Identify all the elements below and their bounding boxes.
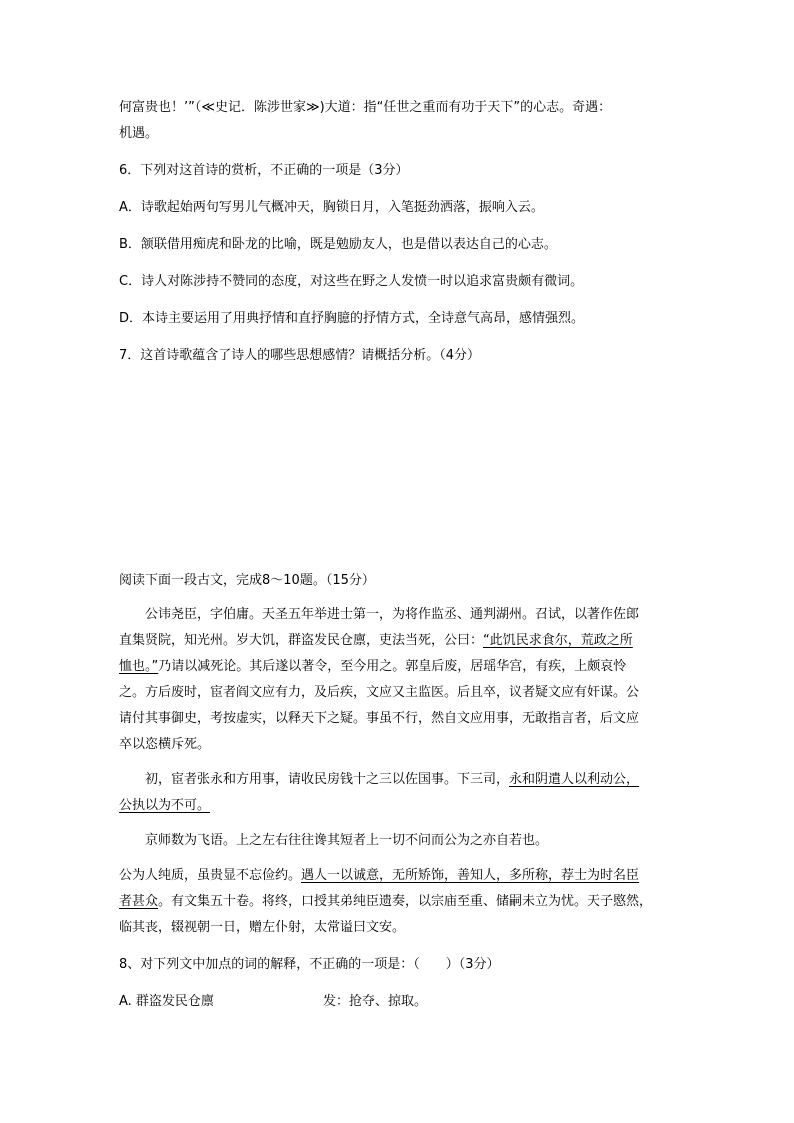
passage-p1-underlined-quote: “此饥民求食尔，荒政之所 bbox=[483, 633, 633, 648]
passage-p3-line-1: 京师数为飞语。上之左右往往谗其短者上一切不问而公为之亦自若也。 bbox=[119, 833, 549, 848]
passage-heading: 阅读下面一段古文，完成8～10题。（15分） bbox=[119, 573, 375, 588]
question-6-option-d: D．本诗主要运用了用典抒情和直抒胸臆的抒情方式，全诗意气高昂，感情强烈。 bbox=[119, 311, 585, 326]
passage-p1-line-3 bbox=[119, 658, 679, 676]
passage-p4-line-2 bbox=[119, 893, 679, 911]
question-7-stem: 7．这首诗歌蕴含了诗人的哪些思想感情？请概括分析。（4分） bbox=[119, 348, 481, 363]
passage-p4-text: 。有文集五十卷。将终，口授其弟纯臣遗奏，以宗庙至重、储嗣未立为忧。天子愍然， bbox=[158, 894, 653, 909]
passage-p1-underlined-quote-end: 恤也。” bbox=[119, 659, 159, 674]
passage-p1-line-6: 卒以恣横斥死。 bbox=[119, 737, 211, 752]
question-6-option-a: A．诗歌起始两句写男儿气概冲天，胸锁日月，入笔挺劲洒落，振响入云。 bbox=[119, 200, 544, 215]
intro-line-1: 何富贵也！’”（≪史记．陈涉世家≫)大道：指“任世之重而有功于天下”的心志。奇遇： bbox=[119, 100, 612, 115]
question-8-option-a-phrase: A. 群盗发民仓廪 bbox=[119, 994, 214, 1009]
passage-p1-text: 直集贤院，知光州。岁大饥，群盗发民仓廪，吏法当死，公曰： bbox=[119, 633, 484, 648]
passage-p4-line-3: 临其丧，辍视朝一日，赠左仆射，太常谥曰文安。 bbox=[119, 920, 406, 935]
passage-p2-underlined: 永和阴遣人以利动公， bbox=[509, 772, 640, 787]
passage-p4-line-1 bbox=[119, 867, 679, 885]
passage-p2-text: 初，宦者张永和方用事，请收民房钱十之三以佐国事。下三司， bbox=[119, 772, 510, 787]
passage-p2-line-1 bbox=[119, 771, 679, 789]
question-8-option-a-explanation: 发：抢夺、掠取。 bbox=[323, 994, 428, 1009]
question-6-stem: 6．下列对这首诗的赏析，不正确的一项是（3分） bbox=[119, 163, 409, 178]
passage-p4-text: 公为人纯质，虽贵显不忘俭约。 bbox=[119, 868, 302, 883]
passage-p1-line-1: 公讳尧臣，字伯庸。天圣五年举进士第一，为将作监丞、通判湖州。召试，以著作佐郎 bbox=[119, 607, 640, 622]
passage-p2-underlined-end: 公执以为不可。 bbox=[119, 798, 211, 813]
question-6-option-c: C．诗人对陈涉持不赞同的态度，对这些在野之人发愤一时以追求富贵颇有微词。 bbox=[119, 274, 584, 289]
passage-p4-underlined: 遇人一以诚意，无所矫饰，善知人，多所称，荐士为时名臣 bbox=[301, 868, 640, 883]
passage-p1-text: 乃请以减死论。其后遂以著令，至今用之。郭皇后废，居瑶华宫，有疾，上颇哀怜 bbox=[158, 659, 627, 674]
passage-p4-underlined-end: 者甚众 bbox=[119, 894, 159, 909]
intro-line-2: 机遇。 bbox=[119, 126, 159, 141]
passage-p1-line-2 bbox=[119, 632, 679, 650]
question-6-option-b: B．颔联借用痴虎和卧龙的比喻，既是勉励友人，也是借以表达自己的心志。 bbox=[119, 237, 557, 252]
passage-p1-line-4: 之。方后废时，宦者阎文应有力，及后疾，文应又主监医。后且卒，议者疑文应有奸谋。公 bbox=[119, 685, 640, 700]
passage-p2-line-2 bbox=[119, 797, 679, 815]
question-8-option-a bbox=[119, 993, 679, 1011]
passage-p1-line-5: 请付其事御史，考按虚实，以释天下之疑。事虽不行，然自文应用事，无敢指言者，后文应 bbox=[119, 711, 640, 726]
question-8-stem: 8、对下列文中加点的词的解释，不正确的一项是：（ ）（3分） bbox=[119, 957, 500, 972]
